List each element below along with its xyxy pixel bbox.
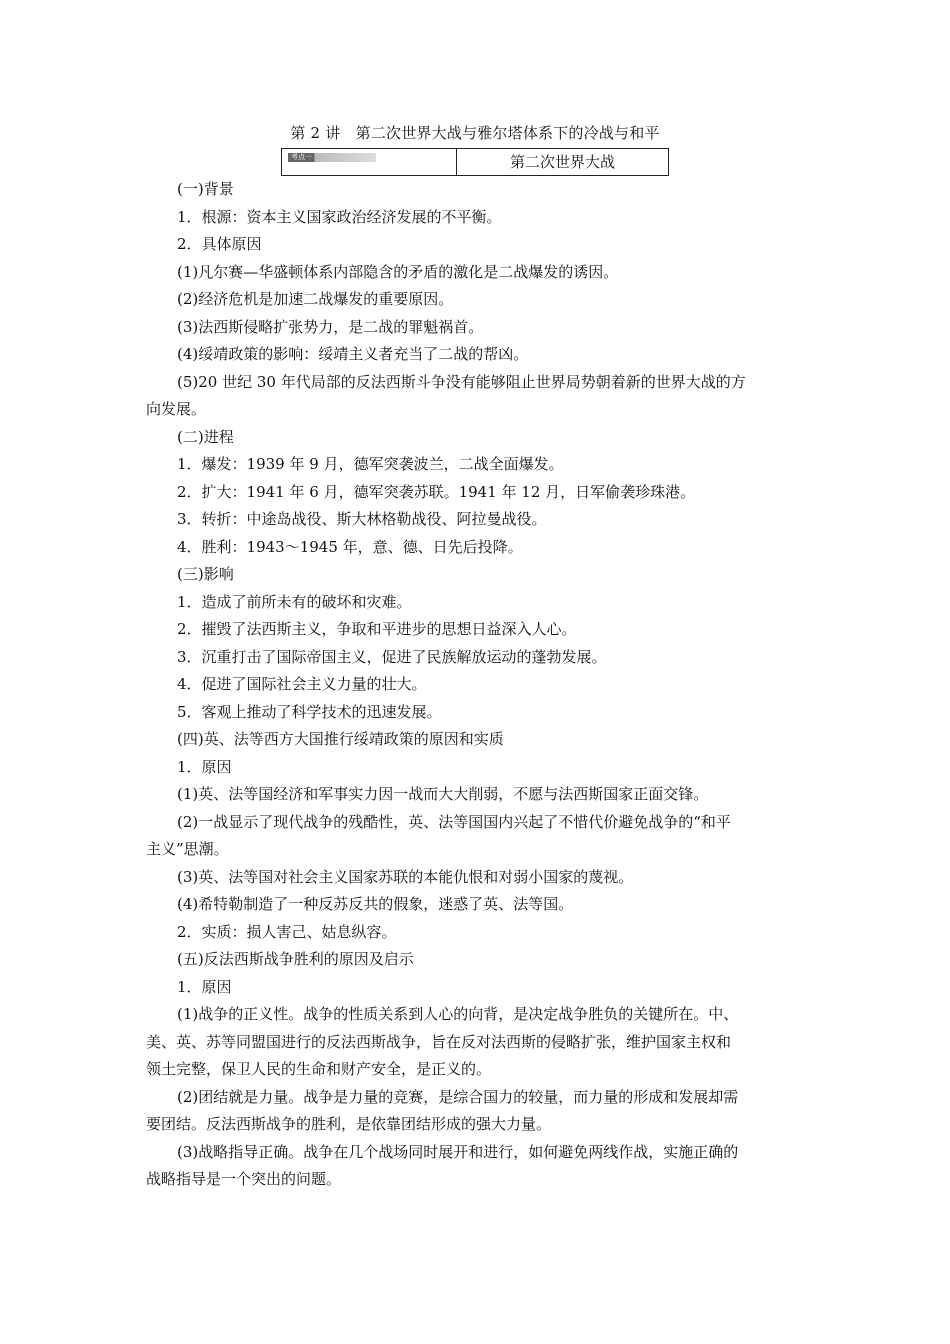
text-line: (2)经济危机是加速二战爆发的重要原因。 (177, 290, 454, 308)
text-line: 美、英、苏等同盟国进行的反法西斯战争，旨在反对法西斯的侵略扩张，维护国家主权和 (146, 1032, 732, 1051)
text-line: 领土完整，保卫人民的生命和财产安全，是正义的。 (146, 1060, 492, 1078)
text-line: 5．客观上推动了科学技术的迅速发展。 (177, 702, 442, 721)
text-line: 向发展。 (146, 400, 207, 418)
text-line: (2)团结就是力量。战争是力量的竞赛，是综合国力的较量，而力量的形成和发展却需 (177, 1087, 739, 1106)
text-line: (二)进程 (177, 427, 234, 446)
text-line: (4)绥靖政策的影响：绥靖主义者充当了二战的帮凶。 (177, 345, 529, 363)
text-line: (三)影响 (177, 565, 234, 583)
text-line: (3)战略指导正确。战争在几个战场同时展开和进行，如何避免两线作战，实施正确的 (177, 1142, 739, 1161)
text-line: (四)英、法等西方大国推行绥靖政策的原因和实质 (177, 730, 504, 748)
text-line: 战略指导是一个突出的问题。 (146, 1170, 342, 1188)
text-line: 要团结。反法西斯战争的胜利，是依靠团结形成的强大力量。 (146, 1115, 552, 1133)
text-line: (1)英、法等国经济和军事实力因一战而大大削弱，不愿与法西斯国家正面交锋。 (177, 785, 709, 803)
text-line: 4．胜利：1943～1945 年，意、德、日先后投降。 (177, 537, 523, 556)
text-line: 2．实质：损人害己、姑息纵容。 (177, 922, 397, 941)
text-line: (五)反法西斯战争胜利的原因及启示 (177, 950, 414, 968)
text-line: 3．转折：中途岛战役、斯大林格勒战役、阿拉曼战役。 (177, 510, 547, 528)
text-line: (一)背景 (177, 180, 234, 198)
topic-label: 第二次世界大战 (509, 153, 615, 171)
text-line: (1)凡尔赛—华盛顿体系内部隐含的矛盾的激化是二战爆发的诱因。 (177, 262, 619, 281)
text-line: (3)英、法等国对社会主义国家苏联的本能仇恨和对弱小国家的蔑视。 (177, 867, 634, 886)
text-line: 4．促进了国际社会主义力量的壮大。 (177, 675, 427, 693)
text-line: 2．扩大：1941 年 6 月，德军突袭苏联。1941 年 12 月，日军偷袭珍珠港。 (177, 482, 696, 501)
text-line: 1．原因 (177, 977, 232, 996)
text-line: (2)一战显示了现代战争的残酷性，英、法等国国内兴起了不惜代价避免战争的“和平 (177, 812, 731, 831)
text-line: 2．摧毁了法西斯主义，争取和平进步的思想日益深入人心。 (177, 620, 577, 638)
text-line: 1．爆发：1939 年 9 月，德军突袭波兰，二战全面爆发。 (177, 455, 564, 473)
text-line: 2．具体原因 (177, 235, 262, 253)
topic-header-box (281, 148, 669, 176)
text-line: (1)战争的正义性。战争的性质关系到人心的向背，是决定战争胜负的关键所在。中、 (177, 1005, 739, 1023)
text-line: 3．沉重打击了国际帝国主义，促进了民族解放运动的蓬勃发展。 (177, 647, 607, 666)
topic-tag: 考点一 (288, 153, 376, 162)
text-line: 1．原因 (177, 757, 232, 776)
document-body (146, 176, 808, 1194)
text-line: (4)希特勒制造了一种反苏反共的假象，迷惑了英、法等国。 (177, 895, 574, 913)
text-line: 1．根源：资本主义国家政治经济发展的不平衡。 (177, 207, 502, 226)
topic-tag-cell (282, 149, 457, 175)
text-line: 主义”思潮。 (146, 840, 229, 858)
text-line: (3)法西斯侵略扩张势力，是二战的罪魁祸首。 (177, 317, 484, 336)
text-line: 1．造成了前所未有的破坏和灾难。 (177, 592, 412, 611)
lesson-title: 第 2 讲 第二次世界大战与雅尔塔体系下的冷战与和平 (290, 124, 660, 142)
text-line: (5)20 世纪 30 年代局部的反法西斯斗争没有能够阻止世界局势朝着新的世界大战的方 (177, 372, 746, 391)
